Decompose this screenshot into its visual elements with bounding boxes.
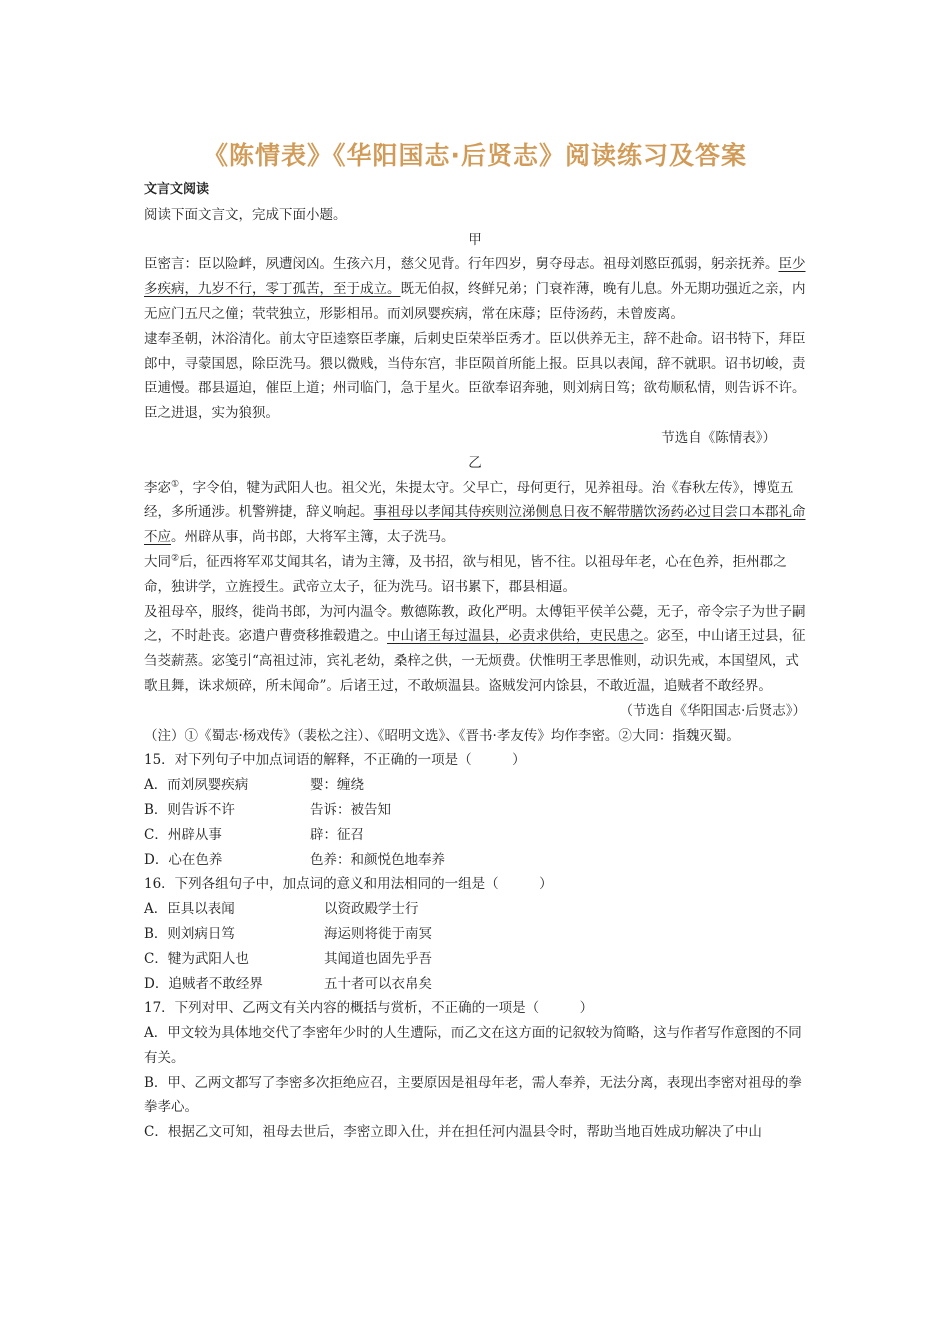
document-body — [144, 178, 806, 1145]
passage-yi-paragraph-3: 及祖母卒，服终，徙尚书郎，为河内温令。敷德陈教，政化严明。太傅钜平侯羊公薨，无子，帝令宗子为世子嗣之，不时赴丧。宓遣户曹赍移推毂遣之。中山诸王每过温县，必责求供给，吏民患之。宓至，中山诸王过县，征刍茭薪蒸。宓笺引“高祖过沛，宾礼老幼，桑梓之供，一无烦费。伏惟明王孝思惟则，动识先戒，本国望风，式歌且舞，诛求烦碎，所未闻命”。后诸王过，不敢烦温县。盗贼发河内馀县，不敢近温，追贼者不敢经界。 — [144, 603, 806, 694]
question-16-stem: 16．下列各组句子中，加点词的意义和用法相同的一组是（ ） — [144, 876, 553, 893]
passage-jia-source: 节选自《陈情表》） — [661, 429, 776, 446]
passage-jia-paragraph-1: 臣密言：臣以险衅，夙遭闵凶。生孩六月，慈父见背。行年四岁，舅夺母志。祖母刘愍臣孤弱，躬亲抚养。臣少多疾病，九岁不行，零丁孤苦，至于成立。既无伯叔，终鲜兄弟；门衰祚薄，晚有儿息。外无期功强近之亲，内无应门五尺之僮；茕茕独立，形影相吊。而刘夙婴疾病，常在床蓐；臣侍汤药，未曾废离。 — [144, 256, 806, 322]
passage-jia-paragraph-2: 逮奉圣朝，沐浴清化。前太守臣逵察臣孝廉，后刺史臣荣举臣秀才。臣以供养无主，辞不赴命。诏书特下，拜臣郎中，寻蒙国恩，除臣洗马。猥以微贱，当侍东宫，非臣陨首所能上报。臣具以表闻，辞不就职。诏书切峻，责臣逋慢。郡县逼迫，催臣上道；州司临门，急于星火。臣欲奉诏奔驰，则刘病日笃；欲苟顺私情，则告诉不许。臣之进退，实为狼狈。 — [144, 330, 806, 422]
question-16-option-d[interactable]: D．追贼者不敢经界 五十者可以衣帛矣 — [144, 975, 432, 992]
question-15-option-a[interactable]: A．而刘夙婴疾病 婴：缠绕 — [144, 777, 364, 794]
underlined-sentence: 事祖母以孝闻其侍疾则泣涕侧息日夜不解带膳饮汤药必过目尝口本郡礼命不应 — [144, 504, 806, 546]
passage-jia-label: 甲 — [468, 231, 482, 248]
question-17-stem: 17．下列对甲、乙两文有关内容的概括与赏析，不正确的一项是（ ） — [144, 1000, 594, 1017]
question-15-option-b[interactable]: B．则告诉不许 告诉：被告知 — [144, 801, 391, 818]
instruction: 阅读下面文言文，完成下面小题。 — [144, 206, 347, 223]
underlined-sentence: 臣少多疾病，九岁不行，零丁孤苦，至于成立。 — [144, 256, 806, 298]
annotation-note: （注）①《蜀志·杨戏传》（裴松之注）、《昭明文选》、《晋书·孝友传》均作李密。②大同：指魏灭蜀。 — [144, 727, 740, 744]
passage-yi-paragraph-2: 大同②后，征西将军邓艾闻其名，请为主簿，及书招，欲与相见，皆不往。以祖母年老，心在色养，拒州郡之命，独讲学，立旌授生。武帝立太子，征为洗马。诏书累下，郡县相逼。 — [144, 553, 787, 595]
question-16-option-b[interactable]: B．则刘病日笃 海运则将徙于南冥 — [144, 925, 432, 942]
underlined-sentence: 中山诸王每过温县，必责求供给，吏民患之 — [387, 628, 644, 645]
footnote-marker: ② — [171, 553, 180, 564]
passage-yi-source: （节选自《华阳国志·后贤志》） — [619, 702, 806, 719]
section-heading: 文言文阅读 — [144, 182, 210, 197]
question-15-option-d[interactable]: D．心在色养 色养：和颜悦色地奉养 — [144, 851, 445, 868]
passage-yi-paragraph-1: 李宓①，字令伯，犍为武阳人也。祖父光，朱提太守。父早亡，母何更行，见养祖母。治《春秋左传》，博览五经，多所通涉。机警辨捷，辞义响起。事祖母以孝闻其侍疾则泣涕侧息日夜不解带膳饮汤药必过目尝口本郡礼命不应。州辟从事，尚书郎，大将军主簿，太子洗马。 — [144, 479, 806, 546]
question-17-option-b[interactable]: B．甲、乙两文都写了李密多次拒绝应召，主要原因是祖母年老，需人奉养，无法分离，表现出李密对祖母的拳拳孝心。 — [144, 1074, 802, 1116]
question-17-option-c[interactable]: C．根据乙文可知，祖母去世后，李密立即入仕，并在担任河内温县令时，帮助当地百姓成功解决了中山 — [144, 1124, 762, 1141]
question-15-stem: 15．对下列句子中加点词语的解释，不正确的一项是（ ） — [144, 752, 526, 769]
page-title: 《陈情表》《华阳国志·后贤志》阅读练习及答案 — [203, 141, 747, 170]
question-16-option-a[interactable]: A．臣具以表闻 以资政殿学士行 — [144, 901, 419, 918]
question-16-option-c[interactable]: C．犍为武阳人也 其闻道也固先乎吾 — [144, 950, 432, 967]
question-17-option-a[interactable]: A．甲文较为具体地交代了李密年少时的人生遭际，而乙文在这方面的记叙较为简略，这与作者写作意图的不同有关。 — [144, 1025, 802, 1066]
question-15-option-c[interactable]: C．州辟从事 辟：征召 — [144, 826, 364, 843]
footnote-marker: ① — [171, 479, 180, 490]
passage-yi-label: 乙 — [468, 454, 482, 471]
